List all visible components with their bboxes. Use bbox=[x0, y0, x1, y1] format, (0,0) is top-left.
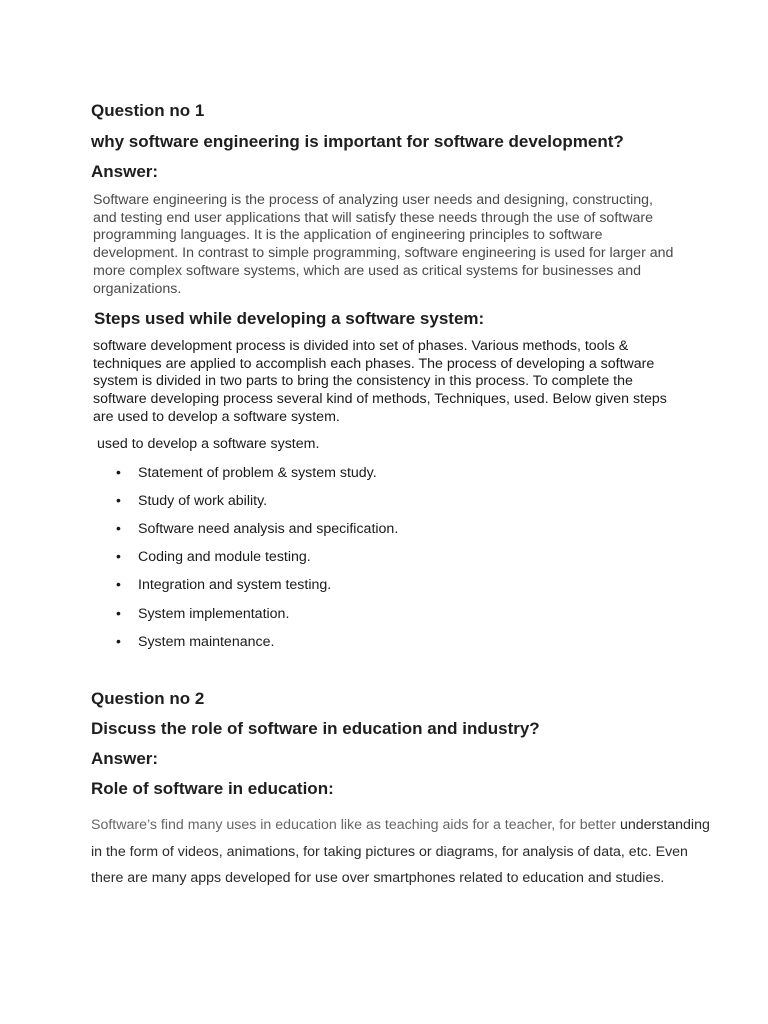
list-item: • Integration and system testing. bbox=[116, 576, 332, 593]
bullet-icon: • bbox=[116, 464, 121, 480]
bullet-icon: • bbox=[116, 520, 121, 536]
list-item: • System implementation. bbox=[116, 605, 290, 622]
question-1-label: Question no 1 bbox=[91, 101, 205, 120]
education-paragraph bbox=[91, 812, 711, 892]
bullet-icon: • bbox=[116, 548, 121, 564]
bullet-icon: • bbox=[116, 492, 121, 508]
question-1-answer-label: Answer: bbox=[91, 162, 159, 181]
steps-heading: Steps used while developing a software system: bbox=[94, 309, 485, 328]
list-item: • Software need analysis and specification. bbox=[116, 520, 399, 537]
question-2-text: Discuss the role of software in education and industry? bbox=[91, 719, 540, 738]
question-2-label: Question no 2 bbox=[91, 689, 205, 708]
steps-intro-paragraph: software development process is divided into set of phases. Various methods, tools & techniques are applied to accomplish each phases. The process of developing a software system is divided in two parts to bring the consistency in this process. To complete the software developing process several kind of methods, Techniques, used. Below given steps are used to develop a software system. bbox=[93, 338, 667, 425]
list-item: • Statement of problem & system study. bbox=[116, 464, 377, 481]
bullet-icon: • bbox=[116, 605, 121, 621]
question-2-answer-label: Answer: bbox=[91, 749, 159, 768]
list-item: • System maintenance. bbox=[116, 633, 275, 650]
education-paragraph-rest: understanding in the form of videos, animations, for taking pictures or diagrams, for analysis of data, etc. Even there are many apps developed for use over smartphones related to education and studies. bbox=[91, 817, 710, 886]
list-item: • Coding and module testing. bbox=[116, 548, 311, 565]
question-1-text: why software engineering is important for software development? bbox=[91, 132, 624, 151]
bullet-icon: • bbox=[116, 576, 121, 592]
education-paragraph-first-line: Software’s find many uses in education like as teaching aids for a teacher, for better bbox=[91, 817, 616, 833]
bullet-icon: • bbox=[116, 633, 121, 649]
list-item: • Study of work ability. bbox=[116, 492, 268, 509]
steps-intro-repeat: used to develop a software system. bbox=[97, 436, 320, 452]
education-heading: Role of software in education: bbox=[91, 779, 334, 798]
question-1-answer-paragraph: Software engineering is the process of analyzing user needs and designing, constructing, and testing end user applications that will satisfy these needs through the use of software programming languages. It is the application of engineering principles to software development. In contrast to simple programming, software engineering is used for larger and more complex software systems, which are used as critical systems for businesses and organizations. bbox=[93, 192, 674, 297]
